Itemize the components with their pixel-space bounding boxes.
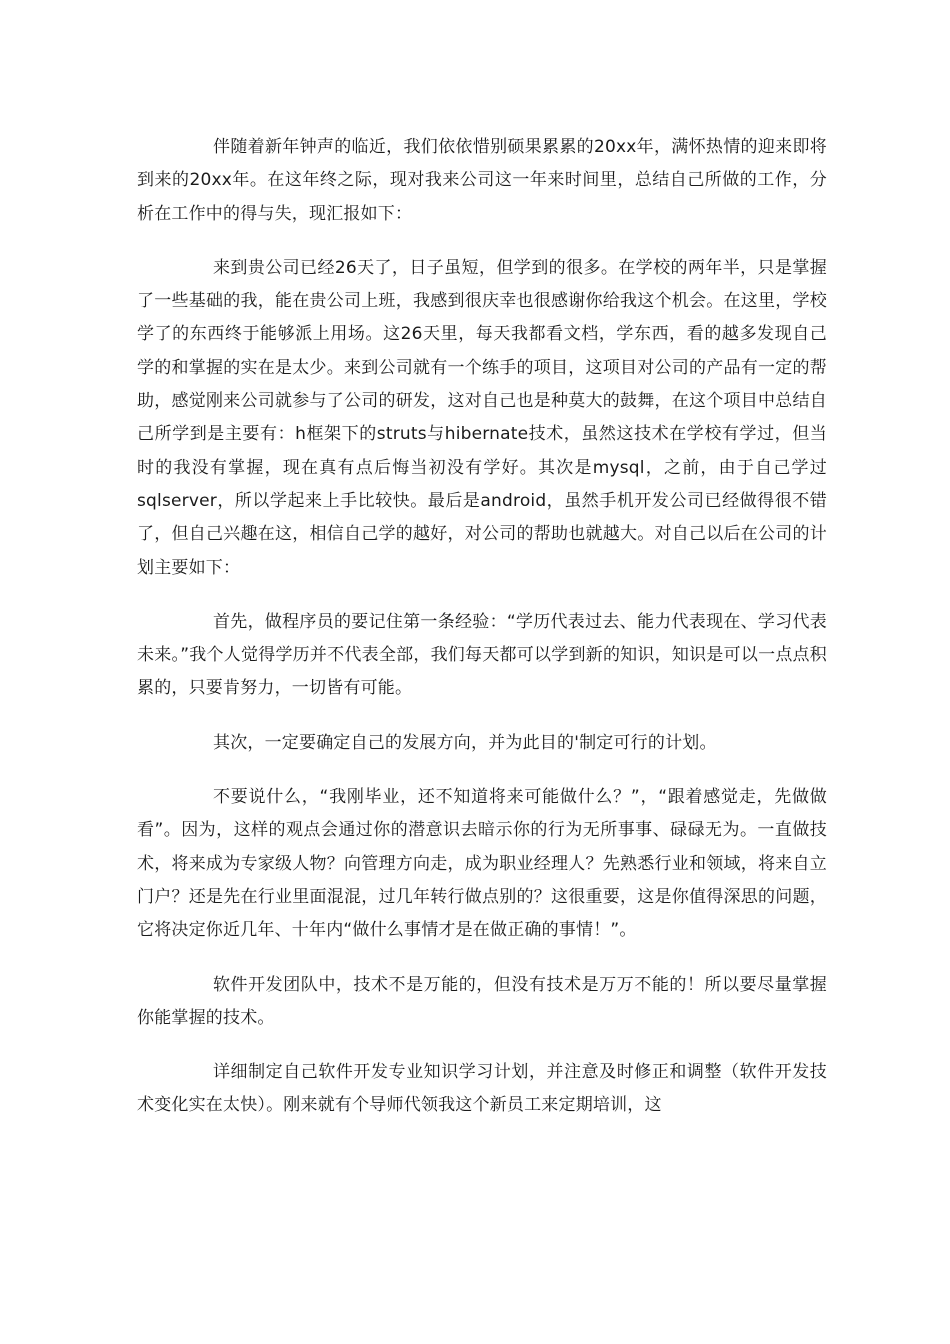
paragraph-experience: 来到贵公司已经26天了，日子虽短，但学到的很多。在学校的两年半，只是掌握了一些基础的我，能在贵公司上班，我感到很庆幸也很感谢你给我这个机会。在这里，学校学了的东西终于能够派上用场。这26天里，每天我都看文档，学东西，看的越多发现自己学的和掌握的实在是太少。来到公司就有一个练手的项目，这项目对公司的产品有一定的帮助，感觉刚来公司就参与了公司的研发，这对自己也是种莫大的鼓舞，在这个项目中总结自己所学到是主要有：h框架下的struts与hibernate技术，虽然这技术在学校有学过，但当时的我没有掌握，现在真有点后悔当初没有学好。其次是mysql，之前，由于自己学过sqlserver，所以学起来上手比较快。最后是android，虽然手机开发公司已经做得很不错了，但自己兴趣在这，相信自己学的越好，对公司的帮助也就越大。对自己以后在公司的计划主要如下： bbox=[137, 257, 827, 578]
document-body bbox=[137, 131, 827, 1123]
paragraph-team-skills: 软件开发团队中，技术不是万能的，但没有技术是万万不能的！所以要尽量掌握你能掌握的技术。 bbox=[137, 974, 827, 1028]
paragraph-intro: 伴随着新年钟声的临近，我们依依惜别硕果累累的20xx年，满怀热情的迎来即将到来的20xx年。在这年终之际，现对我来公司这一年来时间里，总结自己所做的工作，分析在工作中的得与失，现汇报如下： bbox=[137, 137, 827, 224]
paragraph-first-lesson: 首先，做程序员的要记住第一条经验：“学历代表过去、能力代表现在、学习代表未来。”我个人觉得学历并不代表全部，我们每天都可以学到新的知识，知识是可以一点点积累的，只要肯努力，一切皆有可能。 bbox=[137, 611, 827, 699]
paragraph-direction: 其次，一定要确定自己的发展方向，并为此目的'制定可行的计划。 bbox=[213, 732, 717, 753]
paragraph-study-plan: 详细制定自己软件开发专业知识学习计划，并注意及时修正和调整（软件开发技术变化实在太快）。刚来就有个导师代领我这个新员工来定期培训，这 bbox=[137, 1062, 827, 1116]
paragraph-career-path: 不要说什么，“我刚毕业，还不知道将来可能做什么？”，“跟着感觉走，先做做看”。因为，这样的观点会通过你的潜意识去暗示你的行为无所事事、碌碌无为。一直做技术，将来成为专家级人物？向管理方向走，成为职业经理人？先熟悉行业和领域，将来自立门户？还是先在行业里面混混，过几年转行做点别的？这很重要，这是你值得深思的问题，它将决定你近几年、十年内“做什么事情才是在做正确的事情！”。 bbox=[137, 787, 827, 941]
